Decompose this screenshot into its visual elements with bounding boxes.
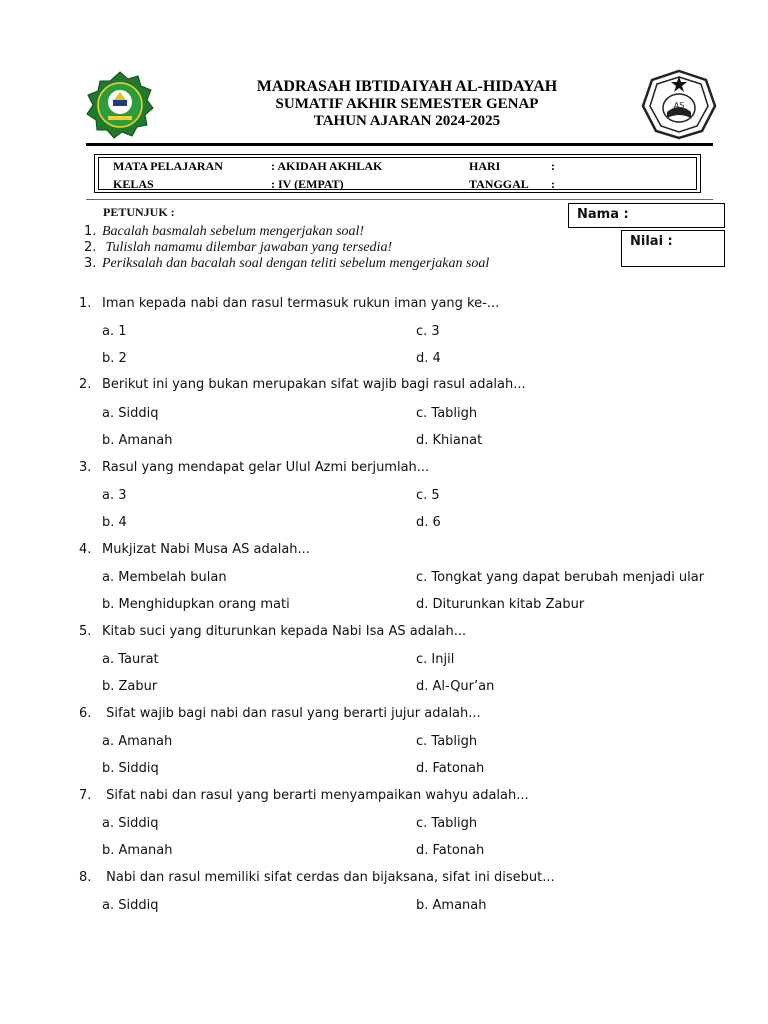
day-label: HARI [469,159,501,173]
instruction-item: 3. Periksalah dan bacalah soal dengan teliti sebelum mengerjakan soal [84,256,490,271]
option-b[interactable]: b. Siddiq [102,761,159,776]
option-d[interactable]: d. Fatonah [416,843,485,858]
option-a[interactable]: a. 1 [102,324,127,339]
option-b[interactable]: b. Menghidupkan orang mati [102,597,290,612]
option-b[interactable]: b. 2 [102,351,127,366]
date-label: TANGGAL [469,177,529,191]
date-value: : [551,177,555,191]
school-name: MADRASAH IBTIDAIYAH AL-HIDAYAH [256,78,558,95]
score-box[interactable]: Nilai : [621,230,725,267]
question-5: 5. Kitab suci yang diturunkan kepada Nabi Isa AS adalah... [79,624,467,639]
option-d[interactable]: d. Fatonah [416,761,485,776]
option-c[interactable]: c. Tabligh [416,406,478,421]
option-c[interactable]: c. Tabligh [416,734,478,749]
option-a[interactable]: a. Membelah bulan [102,570,227,585]
option-d[interactable]: d. 6 [416,515,441,530]
option-c[interactable]: c. Injil [416,652,455,667]
question-2: 2. Berikut ini yang bukan merupakan sifat wajib bagi rasul adalah... [79,377,526,392]
question-6: 6. Sifat wajib bagi nabi dan rasul yang berarti jujur adalah... [79,706,481,721]
option-d[interactable]: d. 4 [416,351,441,366]
option-a[interactable]: a. Taurat [102,652,159,667]
option-b[interactable]: b. Zabur [102,679,158,694]
option-b[interactable]: b. Amanah [102,433,173,448]
question-4: 4. Mukjizat Nabi Musa AS adalah... [79,542,310,557]
option-b[interactable]: b. Amanah [416,898,487,913]
day-value: : [551,159,555,173]
option-a[interactable]: a. Amanah [102,734,173,749]
instructions-title: PETUNJUK : [103,205,175,219]
svg-text:AS: AS [673,101,685,110]
option-d[interactable]: d. Diturunkan kitab Zabur [416,597,585,612]
header-divider [86,143,713,146]
option-a[interactable]: a. Siddiq [102,816,159,831]
instruction-item: 2. Tulislah namamu dilembar jawaban yang tersedia! [84,240,393,255]
subject-value: : AKIDAH AKHLAK [271,159,383,173]
question-3: 3. Rasul yang mendapat gelar Ulul Azmi berjumlah... [79,460,430,475]
exam-title: SUMATIF AKHIR SEMESTER GENAP [275,96,539,112]
option-c[interactable]: c. Tongkat yang dapat berubah menjadi ular [416,570,705,585]
option-d[interactable]: d. Khianat [416,433,483,448]
option-c[interactable]: c. Tabligh [416,816,478,831]
option-a[interactable]: a. 3 [102,488,127,503]
option-c[interactable]: c. 5 [416,488,440,503]
academic-year: TAHUN AJARAN 2024-2025 [313,113,501,129]
name-box[interactable]: Nama : [568,203,725,228]
subject-label: MATA PELAJARAN [113,159,223,173]
question-1: 1. Iman kepada nabi dan rasul termasuk rukun iman yang ke-... [79,296,500,311]
option-b[interactable]: b. Amanah [102,843,173,858]
class-label: KELAS [113,177,154,191]
option-a[interactable]: a. Siddiq [102,898,159,913]
instruction-item: 1. Bacalah basmalah sebelum mengerjakan soal! [84,224,365,239]
option-b[interactable]: b. 4 [102,515,127,530]
class-value: : IV (EMPAT) [271,177,344,191]
question-7: 7. Sifat nabi dan rasul yang berarti menyampaikan wahyu adalah... [79,788,529,803]
option-a[interactable]: a. Siddiq [102,406,159,421]
option-c[interactable]: c. 3 [416,324,440,339]
info-divider [86,199,713,200]
question-8: 8. Nabi dan rasul memiliki sifat cerdas dan bijaksana, sifat ini disebut... [79,870,555,885]
option-d[interactable]: d. Al-Qur’an [416,679,495,694]
